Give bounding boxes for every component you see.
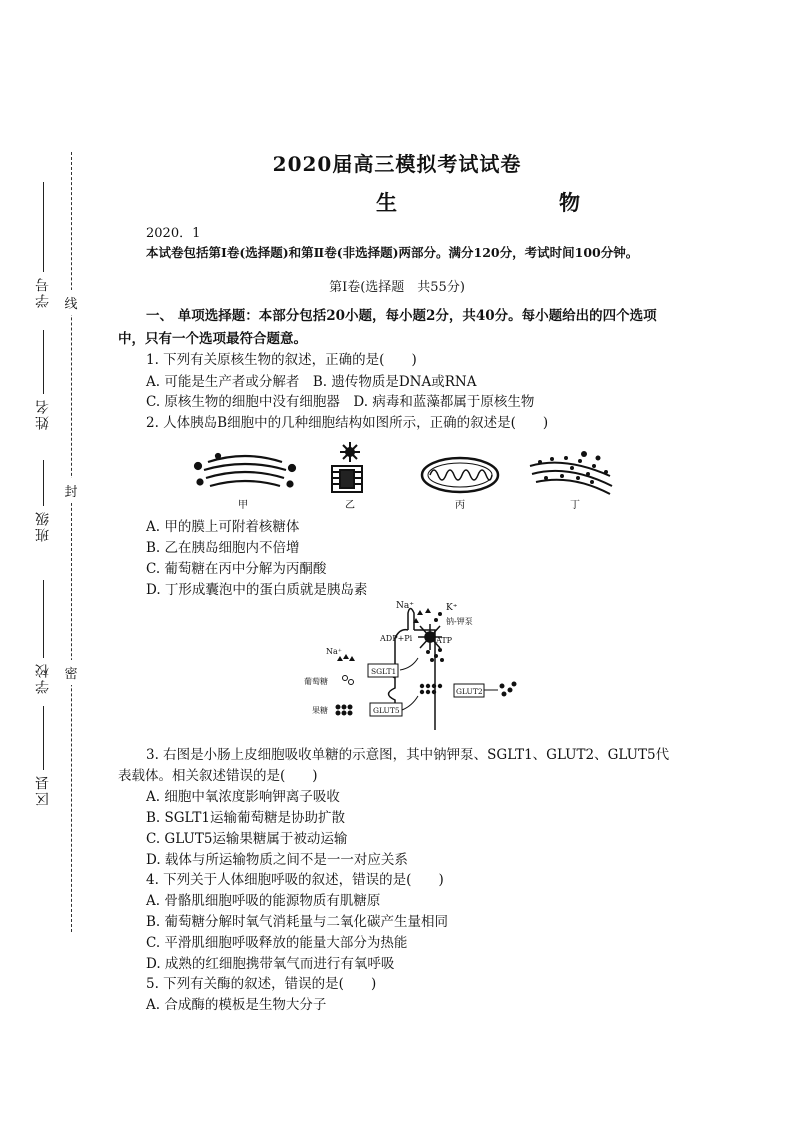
field-label: 学校 [35, 662, 51, 694]
q4-option-b: B. 葡萄糖分解时氧气消耗量与二氧化碳产生量相同 [146, 914, 449, 930]
label-glut2: GLUT2 [456, 687, 483, 696]
binding-mark-seal: 封 [62, 478, 80, 503]
section-heading: 一、 单项选择题：本部分包括20小题，每小题2分，共40分。每小题给出的四个选项中，只有一个选项最符合题意。 [118, 308, 657, 347]
organelle-figure [190, 432, 630, 514]
field-name[interactable] [32, 330, 54, 430]
label-sglt1: SGLT1 [371, 667, 397, 676]
q2-stem: 2. 人体胰岛B细胞中的几种细胞结构如图所示，正确的叙述是( ) [146, 415, 549, 431]
rough-er [530, 451, 612, 494]
mitochondrion [422, 458, 498, 492]
label-k-top: K⁺ [446, 603, 458, 613]
q3-stem-line1: 3. 右图是小肠上皮细胞吸收单糖的示意图，其中钠钾泵、SGLT1、GLUT2、GLUT5代 [146, 747, 670, 763]
golgi-apparatus [195, 454, 295, 487]
q2-option-b: B. 乙在胰岛细胞内不倍增 [146, 540, 300, 556]
q2-option-c: C. 葡萄糖在丙中分解为丙酮酸 [146, 561, 327, 577]
label-na-left: Na⁺ [326, 647, 342, 656]
field-district[interactable] [32, 706, 54, 806]
field-label: 区县 [35, 774, 51, 806]
label-ding: 丁 [570, 500, 580, 511]
paper-title: 2020届高三模拟考试试卷 [272, 152, 522, 176]
q1-options-ab: A. 可能是生产者或分解者 B. 遗传物质是DNA或RNA [146, 374, 477, 390]
q4-option-c: C. 平滑肌细胞呼吸释放的能量大部分为热能 [146, 935, 408, 951]
q4-option-d: D. 成熟的红细胞携带氧气而进行有氧呼吸 [146, 956, 395, 972]
label-glut5: GLUT5 [373, 706, 400, 715]
subject-title: 生 物 [376, 190, 620, 215]
label-na-top: Na⁺ [396, 601, 414, 611]
field-class[interactable] [32, 460, 54, 542]
field-label: 班级 [35, 510, 51, 542]
binding-mark-secret: 密 [62, 660, 80, 685]
fructose-molecules [336, 682, 517, 716]
q5-stem: 5. 下列有关酶的叙述，错误的是( ) [146, 976, 377, 992]
glucose-molecules [343, 676, 354, 685]
label-yi: 乙 [345, 500, 355, 511]
cut-line [71, 152, 72, 932]
label-bing: 丙 [455, 500, 465, 511]
part-heading: 第Ⅰ卷(选择题 共55分) [329, 280, 465, 295]
centrosome [332, 442, 362, 492]
paper-intro: 本试卷包括第Ⅰ卷(选择题)和第Ⅱ卷(非选择题)两部分。满分120分，考试时间100分钟。 [146, 245, 639, 260]
q4-option-a: A. 骨骼肌细胞呼吸的能源物质有肌糖原 [146, 893, 381, 909]
q1-options-cd: C. 原核生物的细胞中没有细胞器 D. 病毒和蓝藻都属于原核生物 [146, 394, 535, 410]
q2-option-d: D. 丁形成囊泡中的蛋白质就是胰岛素 [146, 582, 368, 598]
q3-stem-line2: 表载体。相关叙述错误的是( ) [118, 768, 318, 784]
field-label: 学号 [35, 276, 51, 308]
field-school[interactable] [32, 580, 54, 694]
label-atp: ATP [436, 636, 453, 645]
label-glucose: 葡萄糖 [304, 677, 328, 686]
label-adp: ADP+Pi [380, 634, 413, 643]
q3-option-b: B. SGLT1运输葡萄糖是协助扩散 [146, 810, 345, 826]
label-pump: 钠-钾泵 [446, 617, 473, 626]
q3-option-a: A. 细胞中氧浓度影响钾离子吸收 [146, 789, 340, 805]
q5-option-a: A. 合成酶的模板是生物大分子 [146, 997, 327, 1013]
q3-option-d: D. 载体与所运输物质之间不是一一对应关系 [146, 852, 408, 868]
q2-option-a: A. 甲的膜上可附着核糖体 [146, 519, 300, 535]
q3-option-c: C. GLUT5运输果糖属于被动运输 [146, 831, 348, 847]
field-label: 姓名 [35, 398, 51, 430]
exam-date: 2020．1 [146, 226, 201, 241]
intestinal-cell-figure [300, 598, 530, 733]
q1-stem: 1. 下列有关原核生物的叙述，正确的是( ) [146, 352, 417, 368]
label-fructose: 果糖 [312, 706, 328, 715]
binding-mark-line: 线 [62, 290, 80, 315]
label-jia: 甲 [238, 500, 248, 511]
q4-stem: 4. 下列关于人体细胞呼吸的叙述，错误的是( ) [146, 872, 444, 888]
